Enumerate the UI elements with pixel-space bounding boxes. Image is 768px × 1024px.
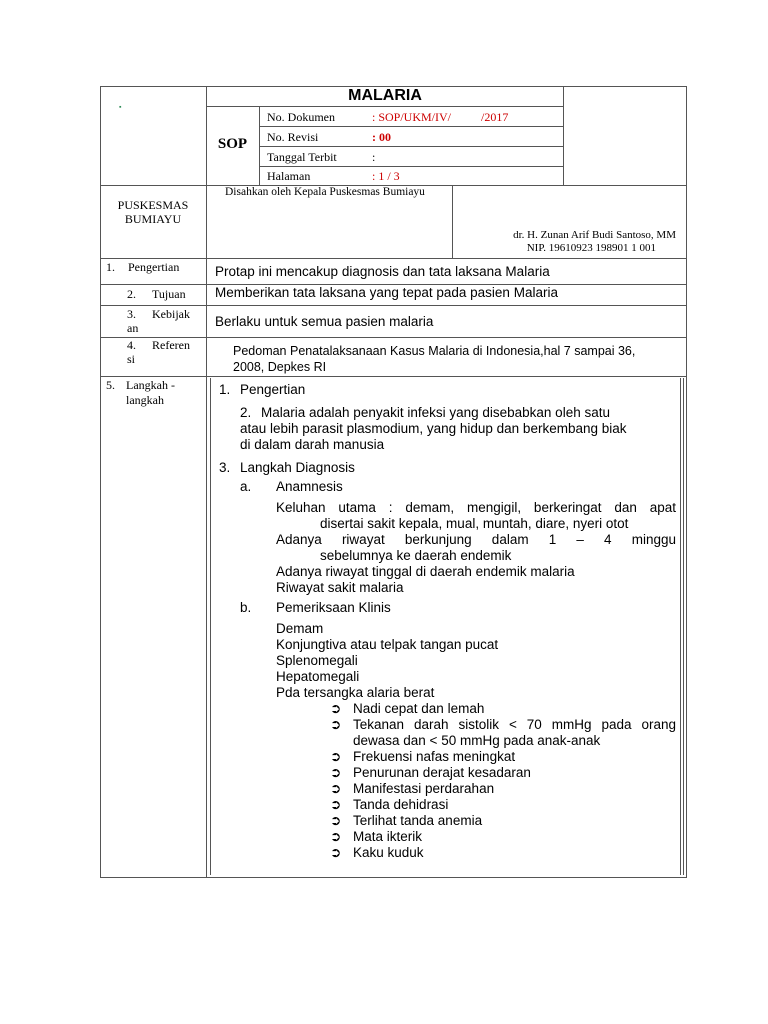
bullet-item: Terlihat tanda anemia [353,813,483,828]
arrow-icon: ➲ [330,813,342,828]
row-label: Referen [152,338,190,352]
row-label: Pengertian [128,260,180,274]
arrow-icon: ➲ [330,701,342,716]
row-number: 3. [127,307,136,321]
subitem-letter: b. [240,600,252,615]
arrow-icon: ➲ [330,781,342,796]
subitem-letter: a. [240,479,252,494]
arrow-icon: ➲ [330,829,342,844]
field-value-tanggal-terbit: : [372,150,376,164]
row-label-cont: langkah [126,393,164,407]
arrow-icon: ➲ [330,797,342,812]
signer-name: dr. H. Zunan Arif Budi Santoso, MM [513,229,676,241]
row-content: Berlaku untuk semua pasien malaria [215,314,434,329]
clinical-item: Hepatomegali [276,669,360,684]
clinical-item: Konjungtiva atau telpak tangan pucat [276,637,499,652]
row-content: Protap ini mencakup diagnosis dan tata laksana Malaria [215,264,550,279]
anamnesis-line: Adanya riwayat tinggal di daerah endemik malaria [276,564,575,579]
item-number: 3. [219,460,231,475]
arrow-icon: ➲ [330,717,342,732]
clinical-item: Splenomegali [276,653,358,668]
bullet-item: Kaku kuduk [353,845,424,860]
item-text-cont: atau lebih parasit plasmodium, yang hidup dan berkembang biak [240,421,627,436]
row-number: 4. [127,338,136,352]
approved-by: Disahkan oleh Kepala Puskesmas Bumiayu [225,186,425,198]
bullet-item: Nadi cepat dan lemah [353,701,485,716]
bullet-item: Frekuensi nafas meningkat [353,749,516,764]
bullet-item: Tekanan darah sistolik < 70 mmHg pada orang [353,717,676,732]
anamnesis-line: Riwayat sakit malaria [276,580,404,595]
item-number: 1. [219,382,231,397]
bullet-item: Manifestasi perdarahan [353,781,495,796]
subitem-title: Pemeriksaan Klinis [276,600,391,615]
field-value-no-dokumen: : SOP/UKM/IV/ /2017 [372,110,509,124]
row-label: Tujuan [152,287,186,301]
org-name-line1: PUSKESMAS [117,198,189,212]
field-label-no-dokumen: No. Dokumen [267,110,335,124]
item-text: Pengertian [240,382,306,397]
bullet-item: Mata ikterik [353,829,423,844]
row-label: Kebijak [152,307,190,321]
clinical-item: Pda tersangka alaria berat [276,685,435,700]
doc-title: MALARIA [348,87,422,104]
row-number: 5. [106,378,115,392]
field-value-halaman: : 1 / 3 [372,169,400,183]
anamnesis-line-cont: sebelumnya ke daerah endemik [320,548,512,563]
item-text-cont: di dalam darah manusia [240,437,385,452]
field-value-no-revisi: : 00 [372,130,391,144]
field-label-no-revisi: No. Revisi [267,130,319,144]
arrow-icon: ➲ [330,765,342,780]
anamnesis-line: Adanya riwayat berkunjung dalam 1 – 4 minggu [276,532,676,547]
row-content: Memberikan tata laksana yang tepat pada pasien Malaria [215,285,558,300]
field-label-halaman: Halaman [267,169,311,183]
row-number: 2. [127,287,136,301]
row-label-cont: si [127,352,136,366]
decorative-dot: ▪ [119,103,122,111]
bullet-item: Penurunan derajat kesadaran [353,765,531,780]
arrow-icon: ➲ [330,845,342,860]
arrow-icon: ➲ [330,749,342,764]
org-name-line2: BUMIAYU [124,212,182,226]
row-content-line1: Pedoman Penatalaksanaan Kasus Malaria di Indonesia,hal 7 sampai 36, [233,344,636,358]
bullet-item: Tanda dehidrasi [353,797,449,812]
signer-nip: NIP. 19610923 198901 1 001 [526,242,656,254]
row-label-cont: an [127,321,139,335]
anamnesis-line: Keluhan utama : demam, mengigil, berkeringat dan apat [276,500,676,515]
subitem-title: Anamnesis [276,479,343,494]
field-label-tanggal-terbit: Tanggal Terbit [267,150,337,164]
item-number: 2. [240,405,252,420]
row-number: 1. [106,260,115,274]
sop-label: SOP [217,136,248,152]
bullet-item-cont: dewasa dan < 50 mmHg pada anak-anak [353,733,601,748]
item-text: Malaria adalah penyakit infeksi yang disebabkan oleh satu [261,405,610,420]
row-content-line2: 2008, Depkes RI [233,360,327,374]
anamnesis-line-cont: disertai sakit kepala, mual, muntah, diare, nyeri otot [320,516,629,531]
item-text: Langkah Diagnosis [240,460,355,475]
clinical-item: Demam [276,621,324,636]
row-label: Langkah - [126,378,175,392]
